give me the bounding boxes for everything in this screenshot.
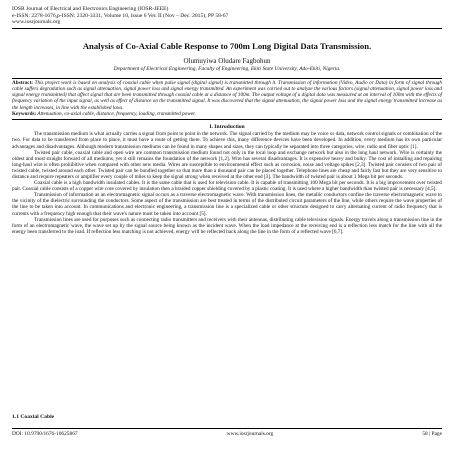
paragraph: Twisted pair cable, coaxial cable and open wire are common transmission medium found not only in the local loop and exchange network but also in the long haul network. Wire is certainly the oldest and most straight forward of all mediums, yet it still remains the foundation of the network [1,2]. Wire has several disadvantages. It is expensive heavy and bulky. The cost of installing and repairing long-haul wire is often prohibitive when compared with other new media. Wires are susceptible to environmental effect such as corrosion, noise and voltage spikes [2,3]. Twisted pair consists of two pair of twisted cable, twisted around each other. Twisted pair can be bundled together so that more than a thousand pair can be placed together. Telephone lines are cheap and fairly fast but they are very sensitive to distance and require repeaters or amplifier every couple of miles to keep the signal strong when received at the other end [3]. The bandwidth of twisted pair is about 1 Mega bit per seconds. [12,149,442,180]
abstract-box [12,78,442,120]
journal-url[interactable]: www.iosrjournals.org [12,19,61,26]
page-footer [12,428,442,437]
paragraph: Transmission lines are used for purposes such as connecting radio transmitters and receivers with their antennas, distributing cable television signals. Energy travels along a transmission line in the form of an electromagnetic wave, the wave set up by the signal source being known as the incident wave. When the load impedance at the receiving end is a reflection less match for the line with all the energy been transferred to the load. If reflection less matching is not achieved, energy will be reflected back along the line in the form of a reflected wave [6,7]. [12,216,442,235]
abstract-label: Abstract: [12,80,34,87]
journal-issn: e-ISSN: 2278-1676,p-ISSN: 2320-3331, Volume 10, Issue 6 Ver. II (Nov – Dec. 2015), PP 58-67 [12,12,229,19]
keywords-text: Attenuation, co-axial cable, distance, frequency, loading, transmitted power. [37,110,196,117]
journal-name: IOSR Journal of Electrical and Electronics Engineering (IOSR-JEEE) [12,6,169,12]
paragraph: Coaxial cable is a high bandwidth insulated cables. It is the same cable that is used for television cable. It is capable of transmitting 100 Mega bit per seconds. It is a big improvement over twisted pair. Coaxial cable consists of a copper wire core covered by insulation then a braided copper shielding covered by a plastic coating. It is used where a higher bandwidth than twisted pair is necessary [4,5]. [12,180,442,193]
author-affiliation: Department of Electrical Engineering, Faculty of Engineering, Ekiti State University, Ado-Ekiti, Nigeria. [113,65,341,72]
paragraph: Transmission of information as an electromagnetic signal occurs as a traverse electromagnetic wave. With transmission lines, the metallic conductors confine the traverse electromagnetic wave to the vicinity of the dielectric surrounding the conductors. Some aspect of the transmission are best treated in terms of the distributed circuit parameters of the line, while others require the wave properties of the line to be taken into account. In communications and electronic engineering, a transmission line is a specialized cable or other structure designed to carry alternating current of radio frequency that is currents with a frequency high enough that their wave's nature must be taken into account [5]. [12,192,442,217]
journal-header [12,6,442,26]
paper-title: Analysis of Co-Axial Cable Response to 700m Long Digital Data Transmission. [82,40,372,51]
footer-page-number: 58 | Page [422,431,442,437]
footer-doi: DOI: 10.9790/1676-10625867 [12,431,78,437]
author-name: Olumuyiwa Oludare Fagbohun [183,56,271,65]
section-heading-introduction: I. Introduction [209,123,245,130]
keywords-label: Keywords: [12,110,37,117]
paragraph: The transmission medium is what actually carries a signal from point to point in the network. The signal carried by the medium may be voice or data, network control signals or combination of the two. For data to be transferred from place to place, it must have a route of getting there. To achieve this, many difference devices have been developed. In addition, every medium has its own particular advantages and disadvantages. Although modern transmission mediums can be found in many shapes and sizes, they can typically be separated into three categories, wire, radio and fiber optic [1]. [12,131,442,150]
paper-page [12,6,442,235]
subsection-heading-coaxial-cable: 1.1 Coaxial Cable [12,414,55,420]
keywords [12,111,442,117]
footer-site[interactable]: www.iosrjournals.org [226,431,274,437]
abstract-text: This project work is based on analysis of coaxial cable when pulse signal (digital signal) is transmitted through it. Transmission of information (Video, Audio or Data) in form of signal through cable suffers degradation such as signal attenuation, signal power loss and signal energy transmitted. An experiment was carried out to analyze the various factors (signal attenuation, signal power loss and signal energy transmitted) that affect signal that are been transmitted through coaxial cable at a distance of 100m. The output voltage of a digital data was measured at an interval of 100m with the effects of frequency variation of the input signal, as well as effect of distance on the transmitted signal. It was discovered that the signal attenuation, the signal power loss and the signal energy transmitted increase as the length increases, in line with the established laws. [12,80,442,111]
abstract [12,80,442,110]
header-rule [12,28,442,29]
